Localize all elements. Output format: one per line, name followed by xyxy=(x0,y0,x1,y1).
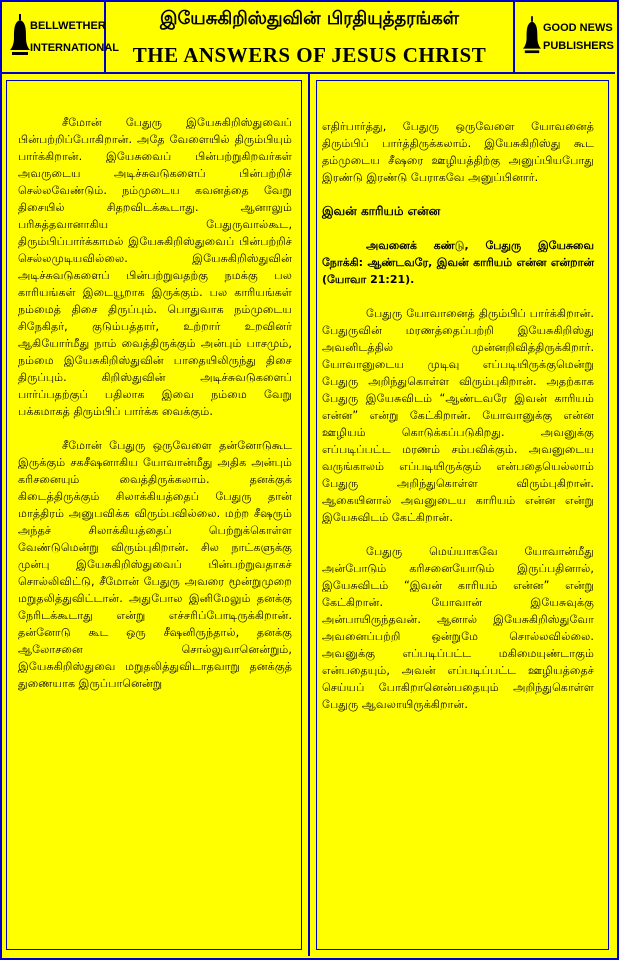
left-logo-line1: BELLWETHER xyxy=(30,20,106,32)
scripture-quote: அவனைக் கண்டு, பேதுரு இயேசுவை நோக்கி: ஆண்டவரே, இவன் காரியம் என்ன என்றான் (யோவா 21:21). xyxy=(322,239,594,286)
right-column-text xyxy=(322,118,594,730)
header xyxy=(0,0,615,74)
good-news-logo xyxy=(513,0,615,72)
left-logo-line2: INTERNATIONAL xyxy=(30,42,120,54)
paragraph: பேதுரு மெய்யாகவே யோவான்மீது அன்போடும் கரிசனையோடும் இருப்பதினால், இயேசுவிடம் “இவன் காரியம் என்ன” என்று கேட்கிறான். யோவான் இயேசுவுக்கு அன்பாயிருந்தவன். ஆனால் இயேசுகிறிஸ்துவோ அவனைப்பற்றி ஒன்றுமே சொல்லவில்லை. அவனுக்கு எப்படிப்பட்ட மகிமையுண்டாகும் என்பதையும், அவன் எப்படிப்பட்ட ஊழியத்தைச் செய்யப் போகிறானென்பதையும் அறிந்துகொள்ள பேதுரு ஆவலாயிருக்கிறான். xyxy=(322,545,594,711)
bell-icon xyxy=(523,14,541,58)
paragraph: பேதுரு யோவானைத் திரும்பிப் பார்க்கிறான். பேதுருவின் மரணத்தைப்பற்றி இயேசுகிறிஸ்து அவனிடத்தில் முன்னறிவித்திருக்கிறார். யோவானுடைய முடிவு எப்படியிருக்குமென்று பேதுரு அறிந்துகொள்ள விரும்புகிறான். அதற்காக பேதுரு இயேசுவிடம் “ஆண்டவரே இவன் காரியம் என்ன” என்று கேட்கிறான். யோவானுக்கு என்ன ஊழியம் கொடுக்கப்படுகிறது. அவனுக்கு எப்படிப்பட்ட மரணம் சம்பவிக்கும். அவனுடைய வருங்காலம் எப்படியிருக்கும் என்பதையெல்லாம் பேதுரு அறிந்துகொள்ள விரும்புகிறான். ஆகையினால் அவனுடைய காரியம் என்ன என்று இயேசுவிடம் கேட்கிறான். xyxy=(322,307,594,524)
bell-icon xyxy=(10,14,30,58)
paragraph: சீமோன் பேதுரு ஒருவேளை தன்னோடுகூட இருக்கும் சகசீஷனாகிய யோவான்மீது அதிக அன்பும் கரிசனையும் வைத்திருக்கலாம். தனக்குக் கிடைத்திருக்கும் சிலாக்கியத்தைப் பேதுரு தான் மாத்திரம் அனுபவிக்க விரும்பவில்லை. மற்ற சீஷரும் அந்தச் சிலாக்கியத்தைப் பெற்றுக்கொள்ள வேண்டுமென்று விரும்புகிறான். சில நாட்களுக்கு முன்பு இயேசுகிறிஸ்துவைப் பின்பற்றுவதாகச் சொல்லிவிட்டு, சீமோன் பேதுரு அவரை மூன்றுமுறை மறுதலித்துவிட்டான். அதுபோல இனிமேலும் தனக்கு நேரிடக்கூடாது என்று எச்சரிப்போடிருக்கிறான். தன்னோடு கூட ஒரு சீஷனிருந்தால், தனக்கு ஆலோசனை சொல்லுவானென்றும், இயேசுகிறிஸ்துவை மறுதலித்துவிடாதவாறு தனக்குத் துணையாக இருப்பானென்று xyxy=(18,439,292,690)
intro-paragraph: எதிர்பார்த்து, பேதுரு ஒருவேளை யோவனைத் திரும்பிப் பார்த்திருக்கலாம். இயேசுகிறிஸ்து கூட தம்முடைய சீஷரை ஊழியத்திற்கு அனுப்பியபோது இரண்டு இரண்டு பேராகவே அனுப்பினார். xyxy=(322,120,594,184)
title-english: THE ANSWERS OF JESUS CHRIST xyxy=(132,43,487,67)
left-column xyxy=(0,74,310,956)
right-column xyxy=(310,74,615,956)
title-tamil: இயேசுகிறிஸ்துவின் பிரதியுத்தரங்கள் xyxy=(159,8,459,29)
right-logo-line2: PUBLISHERS xyxy=(543,40,614,52)
section-heading: இவன் காரியம் என்ன xyxy=(322,204,441,218)
bellwether-logo xyxy=(0,0,120,72)
right-logo-line1: GOOD NEWS xyxy=(543,22,613,34)
title-block xyxy=(106,0,513,72)
paragraph: சீமோன் பேதுரு இயேசுகிறிஸ்துவைப் பின்பற்றிப்போகிறான். அதே வேளையில் திரும்பியும் பார்க்கிறான். இயேசுவைப் பின்பற்றுகிறவர்கள் அவருடைய அடிச்சுவடுகளைப் பின்பற்றிச் செல்லவேண்டும். நம்முடைய கவனத்தை வேறு திசையில் சிதறவிடக்கூடாது. ஆனாலும் பரிசுத்தவானாகிய பேதுருவால்கூட, திரும்பிப்பார்க்காமல் இயேசுகிறிஸ்துவைப் பின்பற்றிச் செல்லமுடியவில்லை. இயேசுகிறிஸ்துவின் அடிச்சுவடுகளைப் பின்பற்றுவதற்கு நமக்கு பல காரியங்கள் இடையூறாக இருக்கும். பல காரியங்கள் நம்மைத் திசை திருப்பும். பொதுவாக நம்முடைய சிநேகிதர், குடும்பத்தார், உற்றார் உறவினர் ஆகியோர்மீது நாம் வைத்திருக்கும் அன்பும் பாசமும், நம்மை இயேசுகிறிஸ்துவின் பாதையிலிருந்து திசை திருப்பும். கிறிஸ்துவின் அடிச்சுவடுகளைப் பார்ப்பதற்குப் பதிலாக இவை நம்மை வேறு பக்கமாகத் திரும்பிப் பார்க்க வைக்கும். xyxy=(18,116,292,418)
left-column-text xyxy=(18,114,292,709)
